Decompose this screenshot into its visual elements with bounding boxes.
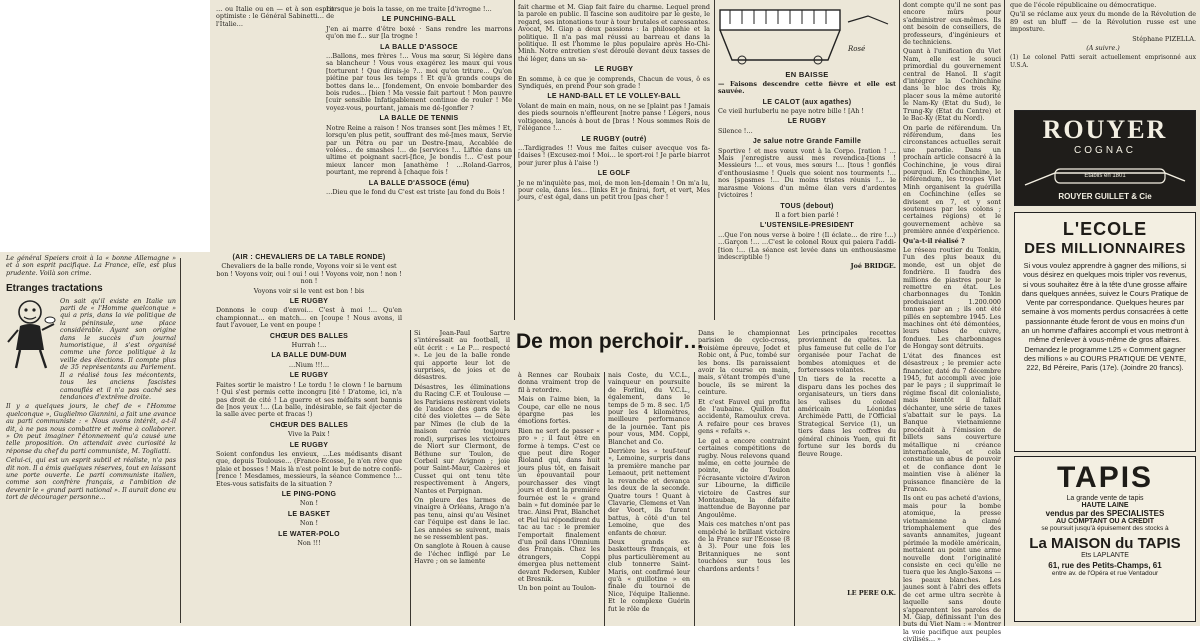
column-rule [714,0,715,320]
verse-column-4 [718,2,896,324]
ad-est: Etablis en 1801 [1084,173,1126,179]
verse-line: …Dieu que le fond du C'est est triste [au fond du Bois ! [326,187,505,196]
verse-speaker: LE WATER-POLO [278,530,340,538]
column-rule [180,258,181,623]
verse-line: Non !!! [297,539,321,547]
ad-owner: Ets LAPLANTE [1081,552,1129,559]
thermometer-cartoon-icon [718,2,896,66]
article-text: à Rennes car Roubaix donna vraiment trop de fil à retordre. [518,371,600,394]
verse-line: …Que l'on nous verse à boire ! (Il éclate… de rire !…) …Garçon !… …C'est le colonel Roux qui paiera l'addi-[tion !… (La séance est levée dans un enthousiasme indescriptible !) [718,230,896,261]
verse-speaker: Je salue notre Grande Famille [752,138,862,146]
verse-speaker: LE CALOT (aux agathes) [762,98,852,106]
ecole-millionnaires-ad [1014,212,1196,452]
verse-speaker: LE PUNCHING-BALL [381,16,457,24]
verse-line: Notre Reine a raison ! Nos transes sont [les mêmes ! Et, lorsqu'en plus petit, souffrant des mê-[mes maux, Servie par un Pétra ou par un Destre-[mau, Accablée de volées… de smashes !… de [services !… Liftée dans un ultime et poignant sacri-[fice, Je bondis !… C'est pour mieux lancer mon [anathème ! …Roland-Garros, pourtant, me reprend à [chaque fois ! [326,123,512,177]
ad-line: vendus par des SPECIALISTES [1045,509,1165,518]
verse-speaker: LE RUGBY (outré) [581,135,647,143]
verse-speaker: LE HAND-BALL ET LE VOLLEY-BALL [547,93,681,101]
column-rule [794,372,795,626]
perch-signature-column [798,590,896,620]
verse-line: Sportive ! et mes vœux vont à la Corpo. [ration ! …Mais j'enregistre aussi mes revendica-[tions ! Messieurs !… et vous, mes sœurs !… [tous ! gonflés d'enthousiasme ! Quels que soient nos tourments !… nos [spasmes !… Du moins tristes réunis !… le marasme Voions d'un même élan vers d'ardentes [victoires ! [718,146,896,200]
verse-line: Volant de main en main, nous, on ne se [plaint pas ! Jamais des pieds sournois n'effleurent [notre panse ! Légers, nous voltigeons, lancés à bout de [bras ! Nous sommes Rois de l'élégance !… [518,101,710,133]
ad-line: La grande vente de tapis [1066,495,1144,502]
verse-speaker: LA BALLE D'ASSOCE (ému) [368,179,470,187]
verse-speaker: LA BALLE D'ASSOCE [380,43,458,51]
verse-line: Non ! [299,519,319,528]
verse-speaker: CHŒUR DES BALLES [269,421,349,429]
article-text: Le général Speiers croit à la « bonne Allemagne » et à son esprit pacifique. La France, elle, est plus prudente. Voilà son crime. [6,254,176,277]
verse-line: Chevaliers de la balle ronde, Voyons voir si le vent est bon ! Voyons voir, oui ! oui ! oui ! Voyons voir, non ! non ! non ! [216,262,402,286]
column-rule [899,0,900,626]
article-text: que de l'école républicaine ou démocratique. [1010,1,1157,9]
verse-speaker: LA BALLE DUM-DUM [271,352,347,360]
article-text: Qu'il se réclame aux yeux du monde de la Révolution de 89 est un bluff — de la Révolution russe est une imposture. [1010,10,1196,34]
verse-speaker: LA BALLE DE TENNIS [379,115,459,123]
verse-speaker: (AIR : CHEVALIERS DE LA TABLE RONDE) [232,254,386,261]
verse-line: …Tardigrades !! Vous me faites cuiser avecque vos fa-[daises ! (Excusez-moi ! Moi… le sport-roi ! Je parle biarrot pour jurer plus à l'aise !) [518,143,710,167]
article-heading: Etranges tractations [6,283,103,295]
article-text: Qu'a-t-il réalisé ? [903,236,965,245]
article-text: … ou Italie ou en — et à son esprit optimiste : le Général Sabinetti… de l'Italie… [216,5,334,28]
verse-line: Hurrah !… [291,341,327,350]
perch-column-4 [798,330,896,588]
column-rule [604,372,605,626]
verse-line: Je ne m'inquiète pas, moi, de mon len-[demain ! On m'a lu, pour cela, dans les… [links Et je finirai, fort, et vert, Mes jours, c'est égal, dans un petit trou [pas cher ! [518,178,710,202]
verse-speaker: LE RUGBY [289,372,329,380]
article-text: nais Coste, du V.C.L., vainqueur en poursuite de Forlini, du V.C.L., également, dans le temps de 5 m. 8 sec. 1/5 pour les 4 kilomètres, meilleure performance de la journée. Tant pis pour vous, MM. Coppi, Blanchet and Co. [608,371,690,446]
article-text: Celui-ci, qui est un esprit subtil et réaliste, n'a pas dit non. Il a émis quelques réserves, tout en laissant une porte ouverte. Le parti communiste italien, comme son confrère français, a l'ambition de devenir le « grand parti national ». Il aurait donc eu tort de décourager personne… [6,456,176,502]
cartoon-caption: EN BAISSE [785,70,829,80]
article-text: Les principales recettes proviennent de quêtes. La plus fameuse fut celle de l'or organisée pour l'achat de bombes atomiques et de forteresses volantes. [798,329,896,375]
article-text: Si Jean-Paul Sartre s'intéressait au football, il eût écrit : « Le P… respecté ». Le jeu de la balle ronde qui apporte leur lot de surprises, de joies et de désastres. [414,329,510,382]
cartoon-figure-icon [6,298,56,370]
article-text: Désastres, les éliminations du Racing C.F. et Toulouse — les Parisiens restèrent violets de l'audace des gars de la cité des violettes — de Sète par Nîmes (le club de la maison carrée toujours rond), surprises les victoires de Niort sur Clermont, de Béthune sur Toulon, de Corbeil sur Avignon ; joie pour Saint-Maur, Cazères et Cusset qui ont tenu tête respectivement à Angers, Nantes et Perpignan. [414,382,510,495]
article-text: dont compte qu'il ne sont pas encore mûrs pour s'administrer eux-mêmes. Ils ont besoin de conseillers, de professeurs, d'ingénieurs et de techniciens. [903,1,1001,47]
verse-line: Faites sortir le maistro ! Le tordu ! le clown ! le barnum ! Qui s'est permis cette incongru [ité ! D'atome, ici, n'a pas droit de cité ! La guerre et ses méfaits sont bannis de [nos yeux !… (La balle, indésirable, se fait éjecter de la salle avec perte et fracas !) [216,380,402,419]
cartoon-subcaption: — Faisons descendre cette fièvre et elle est sauvée. [718,79,896,96]
verse-speaker: L'USTENSILE-PRESIDENT [760,222,854,230]
to-be-continued: (A suivre.) [1086,44,1120,53]
article-text: fait charme et M. Giap fait faire du charme. Lequel prend la parole en public. Il fascine son auditoire par le geste, le regard, ses intonations tour à tour brutales et caressantes. Avocat, M. Giap a deux passions : la philosophie et la politique. Il n'a pas mal réussi au barreau et dans la politique. Il est l'homme le plus populaire après Ho-Chi-Minh. Notre entretien s'est déroulé devant deux tasses de thé léger, dans un sa- [518,3,710,63]
article-text: Et c'est Fauvel qui profita de l'aubaine. Quillon fut accidenté, Ramoulux creva. A refaire pour ces braves gens « refaits ». [698,397,790,436]
verse-line: Il a fort bien parlé ! [775,210,839,219]
article-text: Ils ont eu pas acheté d'avions, mais pour la bombe atomique, la presse vietnamienne a clamé triomphalement que des savants annamites, jugeant périmée la modèle américain, mettaient au point une arme nouvelle dont l'originalité consiste en ceci qu'elle ne tuera que les Anglo-Saxons — les peaux blanches. Les jaunes sont à l'abri des effets de cet arme ultra secrète à laquelle sans doute s'apparentent les paroles de M. Giap, définissant l'un des buts du Viet Nam : « Montrer la voie pacifique aux peuples civilisés… » [903,494,1001,644]
article-text: Derrière les « teuf-teuf », Lemoine, surpris dans la première manche par Lemaout, prit nettement la revanche et devança les deux de la seconde. Quatre tours ! Quant à Clavarie, Clemens et Van der Voort, ils furent battus, à côté d'un tel Lemoine, que des enfants de chœur. [608,447,690,537]
verse-line: …Ballons, mes frères !… Vous ma sœur, Si légère dans sa blancheur ! Vous vous exagérez les maux qui vous [torturent ! Que dirais-je ?… moi qu'on triture… Qu'on piétine par tous les temps ! Et qu'à grands coups de bottes dans le… [fondement, On envoie bombarder des bois rudes… [bien ! Ma vessie fait partout ! Mon pauvre [cuir sensible Infatigablement continue de rouler ! Me voyez-vous, pourtant, jamais me dé-[gonfler ? [326,52,512,112]
column-rule [1004,0,1005,626]
article-column-1 [6,255,176,623]
verse-speaker: LE RUGBY [289,441,329,449]
article-text: Dans le championnat parisien de cyclo-cross, troisième épreuve, Jodet et Robic ont, à Puc, tombé sur les bons. Ils paraissaient avoir la course en main, mais, s'étant trompés d'une boucle, ils se mirent la ceinture. [698,329,790,397]
article-text: Il y a quelques jours, le chef de « l'Homme quelconque », Guglielmo Giannini, a fait une avance au parti communiste : « Nous avons intérêt, a-t-il dit, à ne pas nous combattre et même à collaborer. » On peut imaginer l'étonnement qu'a causé une telle proposition. On attendait avec curiosité la réponse du chef du parti communiste, M. Togliatti. [6,402,176,455]
verse-speaker: LE RUGBY [289,298,329,306]
ad-line: se poursuit jusqu'à épuisement des stocks à [1041,525,1169,532]
verse-line: Ce vieil hurluberlu ne paye notre bille ! [Ah ! [718,107,864,116]
verse-line: …Nium !!!… [288,360,330,369]
article-text: Mais on l'aime bien, la Coupe, car elle ne nous épargne pas les émotions fortes. [518,395,600,426]
ad-line: HAUTE LAINE [1081,502,1129,509]
ad-maker: ROUYER GUILLET & Cie [1058,192,1152,201]
ad-product: COGNAC [1074,145,1136,156]
footnote: (1) Le colonel Patti serait actuellement emprisonné aux U.S.A. [1010,54,1196,69]
ad-title: L'ECOLE [1062,219,1148,239]
article-text: Le gel a encore contraint certaines compétitions de rugby. Nous relevons quand même, en cette journée de pointe, de Toulon l'écrasante victoire d'Aviron sur Libourne, la difficile victoire de Castres sur Montauban, la défaite inattendue de Bayonne par Angoulême. [698,436,790,519]
tapis-ad [1014,456,1196,622]
article-text: L'état des finances est désastreux ; le premier acte financier, daté du 7 décembre 1945, fut accompli avec joie par le pays ; il supprimait le régime fiscal dit colonialiste, mais bientôt il fallait déchanter, une série de taxes s'abattait sur le pays. La Banque vietnamienne procédait à l'émission de billets sans couverture métallique ni créance internationale, et cela constitue un abus de pouvoir et de confiance dont le maintien vise à aliéner la puissance financière de la France. [903,351,1001,493]
author-signature: Stéphane PIZELLA. [1132,34,1196,43]
article-end-column [1010,2,1196,102]
ad-line: AU COMPTANT OU A CREDIT [1055,518,1155,525]
verse-speaker: CHŒUR DES BALLES [269,332,349,340]
author-signature: LE PERE O.K. [847,589,896,597]
perch-title: De mon perchoir… [516,330,704,353]
ad-brand: ROUYER [1042,115,1168,144]
article-text: Un bon point au Toulon- [518,584,597,593]
article-text: Mais ces matches n'ont pas empêché le brillant victoire de la France sur l'Ecosse (8 à 3). Pour une fois les Britanniques ne sont touchées sur tous les chardons ardents ! [698,520,790,573]
ad-body: Si vous voulez apprendre à gagner des millions, si vous désirez en quelques mois tripler vos revenus, si vous souhaitez être à la tête d'une grosse affaire dans quelques années, suivez le Cours Pratique de Vente par correspondance. Quelques heures par semaine à vos moments perdus consacrées à cette passionnante étude feront de vous en moins d'un an un homme d'affaires accompli et vous mettront à même d'enlever à vous-même de gros affaires. Demandez le programme L25 « Comment gagner des millions » au COURS PRATIQUE DE VENTE, 222, Bd Péreire, Paris (17e). (Joindre 20 francs). [1021,261,1189,373]
sports-column-a [414,330,510,622]
ad-address: 61, rue des Petits-Champs, 61 [1048,561,1162,570]
article-text: On parle de référendum. Un référendum, dans les circonstances actuelles serait une parodie. Dans un prochain article consacré à la Cochinchine, je vous dirai pourquoi. En Cochinchine, le référendum, les troupes Viet Minh organisent la guérilla en Cochinchine (elles se divisent en 7, et y sont soutenues par les colons ; certaines régions) et le gouvernement achève sa première année d'expérience. [903,123,1001,236]
article-text: On pleure des larmes de vinaigre à Orléans, Arago n'a pas tenu, ainsi qu'au Vésinet car l'équipe est dans le lac. Les années se suivent, mais ne se ressemblent pas. [414,495,510,541]
verse-line: Donnons le coup d'envoi… C'est à moi !… Qu'en championnat… en match… en [coupe ! Nous avons, il faut l'avouer, Le vent en poupe ! [216,306,402,330]
perch-column-2 [608,372,690,622]
perch-column-1 [518,372,600,622]
verse-line: Silence !… [718,126,753,135]
cartoon-signature: Rosé [848,45,866,53]
ad-house: La MAISON du TAPIS [1029,535,1181,552]
verse-line: Soient confondus les envieux, …Les médisants disant que, depuis Toulouse… (France-Ecosse, Je n'en rêve que plaie et bosses ! Mais là n'est point le but de notre confé-[rence ! Mesdames, messieurs, la séance Commence !… Etes-vous satisfaits de la situation ? [216,449,403,488]
article-text: Un tiers de la recette a disparu dans les poches des organisateurs, un tiers dans les valises du colonel américain Léonidas Archimède Patti, de l'Official Strategical Service (1), un tiers dans les coffres du général chinois Yuen, qui fit fortune sur les bords du fleuve Rouge. [798,375,896,458]
author-signature: Joé BRIDGE. [850,262,896,271]
article-text: Rien ne sert de passer « pro » ; il faut être en forme à temps. C'est ce que peut dire Roger Rioland qui, dans huit jours plus tôt, en faisait un épouvantail pour pourchasser des vingt jours et dont la première fournée est le « grand bain » fut dominée par le trac. Ainsi Prat, Blanchet et Piel lui répondirent du tac au tac : le premier l'emportait finalement d'un poil dans l'Omnium des Français. Chez les étrangers, Coppi émergea plus nettement devant Pedersen, Kubler et Bresnik. [518,426,600,583]
rouyer-cognac-ad [1014,110,1196,206]
article-text: Deux grands ex-basketteurs français, et plus particulièrement au club tonnerre Saint-Maris, ont confirmé leur qu'à « guillotine » en finale du tournoi de Nice, l'équipe Italienne. Et le complexe Guérin fut le rôle de [608,537,690,613]
verse-line: En somme, à ce que je comprends, Chacun de vous, ô es Syndiqués, en prend Pour son grade ! [518,74,710,91]
verse-line: J'en ai marre d'être boxé · Sans rendre les marrons qu'on me f… sur [la trogne ! [326,24,512,41]
column-rule [514,0,515,320]
ad-address: entre av. de l'Opéra et rue Ventadour [1051,570,1159,577]
verse-line: Lorsque je bois la tasse, on me traite [d'ivrogne !… [326,5,492,13]
article-text: On sanglote à Rouen à cause de l'échec infligé par Le Havre ; on se lamente [414,542,510,566]
verse-column-3 [518,4,710,326]
vietnam-article-column [903,1,1001,644]
verse-speaker: LE BASKET [287,510,331,518]
column-rule [694,372,695,626]
verse-line: Vive la Paix ! [288,430,330,439]
verse-speaker: LE RUGBY [787,118,827,126]
verse-line: Non ! [299,499,319,508]
ad-title: TAPIS [1056,461,1154,494]
verse-speaker: LE RUGBY [594,66,634,74]
verse-speaker: LE PING-PONG [281,490,337,498]
verse-speaker: LE GOLF [597,170,631,178]
article-text: Quant à l'unification du Viet Nam, elle est le souci primordial du gouvernement central de Hanoï. Il s'agit d'intégrer la Cochinchine dans le bloc des trois Ky, placer sous la même autorité le Nam-Ky (Etat du Sud), le Trung-Ky (Etat du Centre) et le Bac-Ky (Etat du Nord). [903,47,1001,123]
verse-line: Voyons voir si le vent est bon ! bis [253,286,365,295]
ad-title: DES MILLIONNAIRES [1024,240,1186,257]
perch-column-3 [698,330,790,622]
article-text: Le réseau routier du Tonkin, l'un des plus beaux du monde, est un objet de fondrière. Il faudra des millions de piastres pour le remettre en état. Les charbonnages du Tonkin produisaient 1.200.000 tonnes par an ; ils ont été pillés en septembre 1945. Les machines ont été démontées, leurs tubes de cuivre, fondues. Les charbonnages de Hongay sont détruits. [903,246,1001,351]
article-text: On sait qu'il existe en Italie un parti de « l'Homme quelconque » qui a pris, dans la vie politique de la péninsule, une place considérable. Ayant son origine dans le succès d'un journal humoristique, il s'est organisé comme une force politique à la veille des élections. Il compte plus de 35 représentants au Parlement. Il a réalisé tous les mécontents, tous les anciens fascistes camouflés et il n'a pas caché ses tendances d'extrême droite. [60,296,176,401]
verse-speaker: TOUS (debout) [780,202,834,210]
